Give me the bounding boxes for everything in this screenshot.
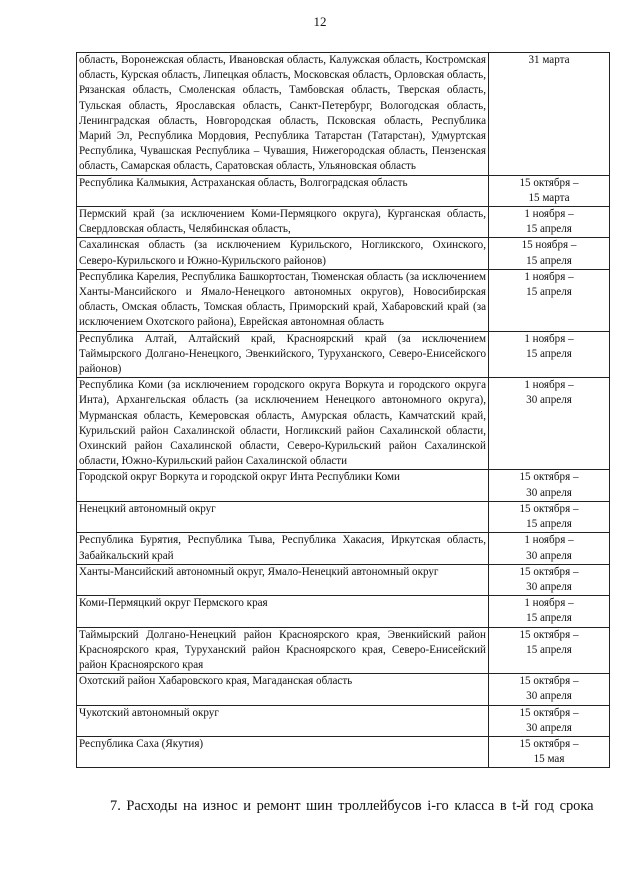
period-from: 15 ноября –: [521, 239, 577, 252]
table-row: [77, 501, 610, 532]
region-cell: Таймырский Долгано-Ненецкий район Красноярского края, Эвенкийский район Красноярского края, Туруханский район Красноярского края, Северо-Енисейский район Красноярского края: [77, 627, 489, 674]
region-cell: Республика Бурятия, Республика Тыва, Республика Хакасия, Иркутская область, Забайкальский край: [77, 533, 489, 564]
period-cell: [489, 736, 610, 767]
region-cell: Охотский район Хабаровского края, Магаданская область: [77, 674, 489, 705]
table-row: [77, 627, 610, 674]
period-cell: [489, 627, 610, 674]
period-from: 15 октября –: [519, 502, 579, 515]
region-cell: Республика Алтай, Алтайский край, Красноярский край (за исключением Таймырского Долгано-Ненецкого, Эвенкийского, Туруханского, Северо-Енисейского районов): [77, 331, 489, 378]
table-row: [77, 533, 610, 564]
period-cell: [489, 53, 610, 176]
period-from: 31 марта: [528, 54, 570, 66]
period-from: 1 ноября –: [524, 597, 574, 610]
table-row: [77, 175, 610, 206]
table-row: [77, 207, 610, 238]
period-to: 30 апреля: [526, 549, 572, 562]
region-cell: область, Воронежская область, Ивановская область, Калужская область, Костромская область, Курская область, Липецкая область, Московская область, Орловская область, Рязанская область, Смоленская область, Тамбовская область, Тверская область, Тульская область, Ярославская область, Санкт-Петербург, Вологодская область, Ленинградская область, Новгородская область, Псковская область, Республика Марий Эл, Республика Мордовия, Республика Татарстан (Татарстан), Удмуртская Республика, Чувашская Республика – Чувашия, Нижегородская область, Пензенская область, Самарская область, Саратовская область, Ульяновская область: [77, 53, 489, 176]
winter-period-table: [76, 52, 610, 768]
table-row: [77, 674, 610, 705]
page-number: 12: [313, 14, 327, 29]
period-to: 30 апреля: [526, 721, 572, 734]
paragraph-7: 7. Расходы на износ и ремонт шин троллейбусов i-го класса в t-й год срока: [110, 798, 594, 814]
region-cell: Ненецкий автономный округ: [77, 501, 489, 532]
period-from: 15 октября –: [519, 737, 579, 750]
table-row: [77, 596, 610, 627]
region-cell: Пермский край (за исключением Коми-Пермяцкого округа), Курганская область, Свердловская область, Челябинская область,: [77, 207, 489, 238]
period-cell: [489, 674, 610, 705]
region-cell: Коми-Пермяцкий округ Пермского края: [77, 596, 489, 627]
table-row: [77, 378, 610, 470]
table-row: [77, 238, 610, 269]
period-from: 1 ноября –: [524, 332, 574, 345]
period-to: 30 апреля: [526, 580, 572, 593]
period-to: 15 апреля: [526, 518, 572, 531]
period-to: 15 марта: [528, 191, 570, 204]
period-cell: [489, 596, 610, 627]
period-cell: [489, 238, 610, 269]
table-row: [77, 705, 610, 736]
period-to: 15 мая: [533, 753, 565, 766]
table-row: [77, 331, 610, 378]
period-from: 15 октября –: [519, 675, 579, 688]
period-to: 15 апреля: [526, 612, 572, 625]
period-to: 30 апреля: [526, 486, 572, 499]
region-cell: Чукотский автономный округ: [77, 705, 489, 736]
period-cell: [489, 175, 610, 206]
period-to: 15 апреля: [526, 286, 572, 299]
period-cell: [489, 269, 610, 331]
table-row: [77, 564, 610, 595]
period-cell: [489, 501, 610, 532]
period-to: 30 апреля: [526, 394, 572, 407]
region-cell: Республика Калмыкия, Астраханская область, Волгоградская область: [77, 175, 489, 206]
period-from: 1 ноября –: [524, 270, 574, 283]
period-to: 15 апреля: [526, 643, 572, 656]
period-from: 15 октября –: [519, 176, 579, 189]
region-cell: Городской округ Воркута и городской округ Инта Республики Коми: [77, 470, 489, 501]
period-cell: [489, 533, 610, 564]
table-row: [77, 53, 610, 176]
period-cell: [489, 705, 610, 736]
region-cell: Республика Саха (Якутия): [77, 736, 489, 767]
period-cell: [489, 564, 610, 595]
region-cell: Республика Карелия, Республика Башкортостан, Тюменская область (за исключением Ханты-Мансийского и Ямало-Ненецкого автономных округов), Новосибирская область, Омская область, Томская область, Приморский край, Хабаровский край (за исключением Охотского района), Еврейская автономная область: [77, 269, 489, 331]
region-cell: Республика Коми (за исключением городского округа Воркута и городского округа Инта), Архангельская область (за исключением Ненецкого автономного округа), Мурманская область, Кемеровская область, Амурская область, Камчатский край, Курильский район Сахалинской области, Ногликский район Сахалинской области, Охинский район Сахалинской области, Северо-Курильский район Сахалинской области, Южно-Курильский район Сахалинской области: [77, 378, 489, 470]
region-cell: Сахалинская область (за исключением Курильского, Ногликского, Охинского, Северо-Курильского и Южно-Курильского районов): [77, 238, 489, 269]
period-to: 15 апреля: [526, 347, 572, 360]
period-from: 1 ноября –: [524, 208, 574, 221]
period-from: 1 ноября –: [524, 534, 574, 547]
period-from: 15 октября –: [519, 706, 579, 719]
period-cell: [489, 331, 610, 378]
period-from: 15 октября –: [519, 628, 579, 641]
region-cell: Ханты-Мансийский автономный округ, Ямало-Ненецкий автономный округ: [77, 564, 489, 595]
period-from: 1 ноября –: [524, 379, 574, 392]
winter-period-table-body: [77, 53, 610, 768]
table-row: [77, 269, 610, 331]
table-row: [77, 470, 610, 501]
period-cell: [489, 207, 610, 238]
period-to: 15 апреля: [526, 223, 572, 236]
period-from: 15 октября –: [519, 471, 579, 484]
period-cell: [489, 378, 610, 470]
period-from: 15 октября –: [519, 565, 579, 578]
period-to: 30 апреля: [526, 690, 572, 703]
period-to: 15 апреля: [526, 254, 572, 267]
period-cell: [489, 470, 610, 501]
table-row: [77, 736, 610, 767]
